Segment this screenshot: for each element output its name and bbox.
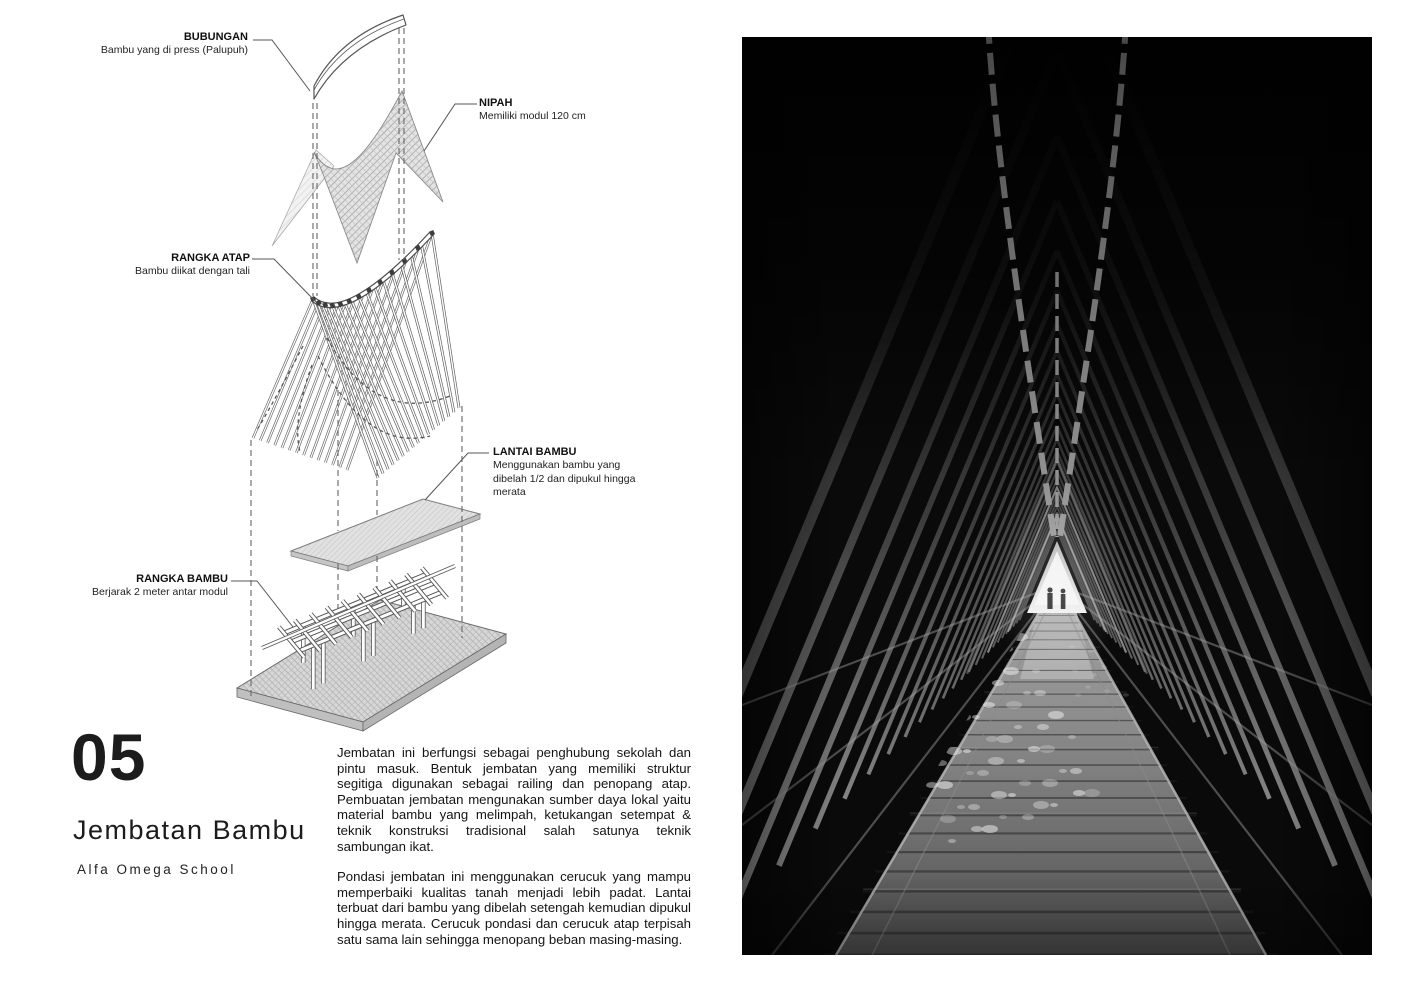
label-rangka-bambu xyxy=(54,573,228,600)
label-nipah xyxy=(479,97,639,124)
project-title: Jembatan Bambu xyxy=(73,815,306,845)
label-bubungan-title: BUBUNGAN xyxy=(183,31,248,43)
label-lantai-bambu-desc: Menggunakan bambu yang dibelah 1/2 dan dipukul hingga merata xyxy=(493,459,636,498)
nipah-roof-sheet xyxy=(272,91,443,263)
label-nipah-desc: Memiliki modul 120 cm xyxy=(479,110,586,122)
description-paragraph-1: Jembatan ini berfungsi sebagai penghubung sekolah dan pintu masuk. Bentuk jembatan yang memiliki struktur segitiga digunakan sebagai railing dan penopang atap. Pembuatan jembatan mengunakan sumber daya lokal yaitu material bambu yang melimpah, ketukangan setempat & teknik konstruksi tradisional salah satunya teknik sambungan ikat. xyxy=(337,745,691,854)
photo-vignette-bottom xyxy=(742,872,1372,955)
photo-light-glow xyxy=(987,477,1127,677)
label-lantai-bambu-title: LANTAI BAMBU xyxy=(493,446,577,458)
bubungan-ridge xyxy=(314,15,406,99)
label-rangka-bambu-title: RANGKA BAMBU xyxy=(136,573,228,585)
label-bubungan xyxy=(58,31,248,58)
label-rangka-atap xyxy=(78,252,250,279)
label-lantai-bambu xyxy=(493,446,651,500)
photo-vignette-left xyxy=(742,37,842,955)
label-rangka-atap-title: RANGKA ATAP xyxy=(171,252,250,264)
label-rangka-bambu-desc: Berjarak 2 meter antar modul xyxy=(92,586,228,598)
roof-frame-fans xyxy=(253,230,459,478)
bamboo-floor-plate xyxy=(291,499,480,571)
description-paragraph-2: Pondasi jembatan ini menggunakan cerucuk yang mampu memperbaiki kualitas tanah menjadi lebih padat. Lantai terbuat dari bambu yang dibelah setengah kemudian dipukul hingga merata. Cerucuk pondasi dan cerucuk atap terpisah satu sama lain sehingga menopang beban masing-masing. xyxy=(337,869,691,947)
description-text xyxy=(337,745,691,962)
photo-vignette-right xyxy=(1272,37,1372,955)
label-rangka-atap-desc: Bambu diikat dengan tali xyxy=(135,265,250,277)
sheet-number: 05 xyxy=(71,720,147,794)
bamboo-bridge-tunnel-photo xyxy=(742,37,1372,955)
project-subtitle: Alfa Omega School xyxy=(77,862,236,877)
label-bubungan-desc: Bambu yang di press (Palupuh) xyxy=(100,44,248,56)
label-nipah-title: NIPAH xyxy=(479,97,513,109)
